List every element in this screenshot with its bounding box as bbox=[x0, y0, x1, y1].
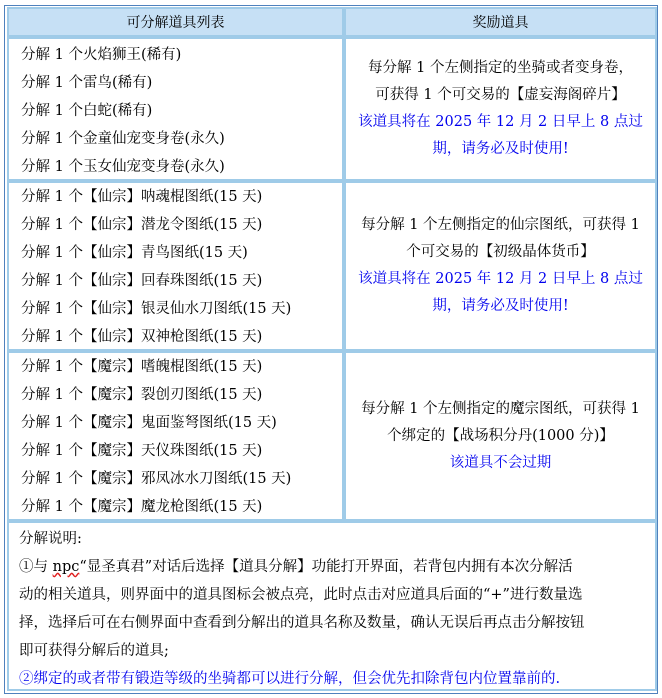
list-item: 分解 1 个【仙宗】青鸟图纸(15 天) bbox=[21, 245, 248, 261]
list-item: 分解 1 个【仙宗】双神枪图纸(15 天) bbox=[21, 329, 263, 345]
list-item: 分解 1 个【魔宗】嗜魄棍图纸(15 天) bbox=[21, 359, 263, 375]
list-item: 分解 1 个【仙宗】潜龙令图纸(15 天) bbox=[21, 217, 263, 233]
group-2-reward bbox=[344, 181, 657, 351]
header-left-label: 可分解道具列表 bbox=[126, 15, 225, 31]
header-right bbox=[344, 7, 657, 37]
list-item: 分解 1 个【魔宗】邪凤冰水刀图纸(15 天) bbox=[21, 471, 292, 487]
note-1-line: 即可获得分解后的道具; bbox=[19, 643, 169, 659]
list-item: 分解 1 个金童仙宠变身卷(永久) bbox=[21, 131, 225, 147]
list-item: 分解 1 个雷鸟(稀有) bbox=[21, 75, 153, 91]
list-item: 分解 1 个玉女仙宠变身卷(永久) bbox=[21, 159, 225, 175]
group-3-reward bbox=[344, 351, 657, 521]
npc-term: npc bbox=[52, 559, 80, 575]
decompose-table bbox=[4, 5, 658, 694]
group-3-items bbox=[7, 351, 344, 521]
expiry-notice: 期，请务必及时使用! bbox=[432, 141, 569, 157]
list-item: 分解 1 个【魔宗】天仪珠图纸(15 天) bbox=[21, 443, 263, 459]
list-item: 分解 1 个【仙宗】银灵仙水刀图纸(15 天) bbox=[21, 301, 292, 317]
list-item: 分解 1 个白蛇(稀有) bbox=[21, 103, 153, 119]
expiry-notice: 该道具将在 2025 年 12 月 2 日早上 8 点过 bbox=[358, 114, 643, 130]
reward-text: 个可交易的【初级晶体货币】 bbox=[406, 244, 595, 260]
reward-text: 可获得 1 个可交易的【虚妄海阁碎片】 bbox=[375, 87, 626, 103]
note-1-prefix: ①与 bbox=[19, 559, 53, 575]
list-item: 分解 1 个【仙宗】呐魂棍图纸(15 天) bbox=[21, 189, 263, 205]
group-1-reward bbox=[344, 37, 657, 181]
reward-text: 每分解 1 个左侧指定的魔宗图纸，可获得 1 bbox=[361, 400, 640, 417]
list-item: 分解 1 个【魔宗】裂创刃图纸(15 天) bbox=[21, 387, 263, 403]
list-item: 分解 1 个火焰狮王(稀有) bbox=[21, 47, 182, 63]
list-item: 分解 1 个【魔宗】魔龙枪图纸(15 天) bbox=[21, 499, 263, 515]
list-item: 分解 1 个【仙宗】回春珠图纸(15 天) bbox=[21, 273, 263, 289]
note-1-line: 动的相关道具，则界面中的道具图标会被点亮，此时点击对应道具后面的“+”进行数量选 bbox=[19, 587, 583, 603]
header-left bbox=[7, 7, 344, 37]
note-2: ②绑定的或者带有锻造等级的坐骑都可以进行分解，但会优先扣除背包内位置靠前的. bbox=[19, 671, 561, 687]
expiry-notice: 期，请务必及时使用! bbox=[432, 298, 569, 314]
group-2-items bbox=[7, 181, 344, 351]
note-1-rest: “显圣真君”对话后选择【道具分解】功能打开界面，若背包内拥有本次分解活 bbox=[79, 559, 573, 575]
reward-text: 每分解 1 个左侧指定的坐骑或者变身卷， bbox=[368, 60, 633, 76]
reward-text: 每分解 1 个左侧指定的仙宗图纸，可获得 1 bbox=[361, 217, 640, 233]
notes-title: 分解说明: bbox=[19, 531, 82, 547]
group-1-items bbox=[7, 37, 344, 181]
note-1-line: 择，选择后可在右侧界面中查看到分解出的道具名称及数量，确认无误后再点击分解按钮 bbox=[19, 615, 585, 631]
list-item: 分解 1 个【魔宗】鬼面鉴弩图纸(15 天) bbox=[21, 415, 277, 431]
expiry-notice: 该道具不会过期 bbox=[449, 454, 552, 471]
header-right-label: 奖励道具 bbox=[472, 15, 529, 31]
reward-text: 个绑定的【战场积分丹(1000 分)】 bbox=[387, 427, 614, 444]
decompose-notes bbox=[7, 521, 657, 691]
expiry-notice: 该道具将在 2025 年 12 月 2 日早上 8 点过 bbox=[358, 271, 643, 287]
note-1-first-line bbox=[19, 553, 647, 581]
